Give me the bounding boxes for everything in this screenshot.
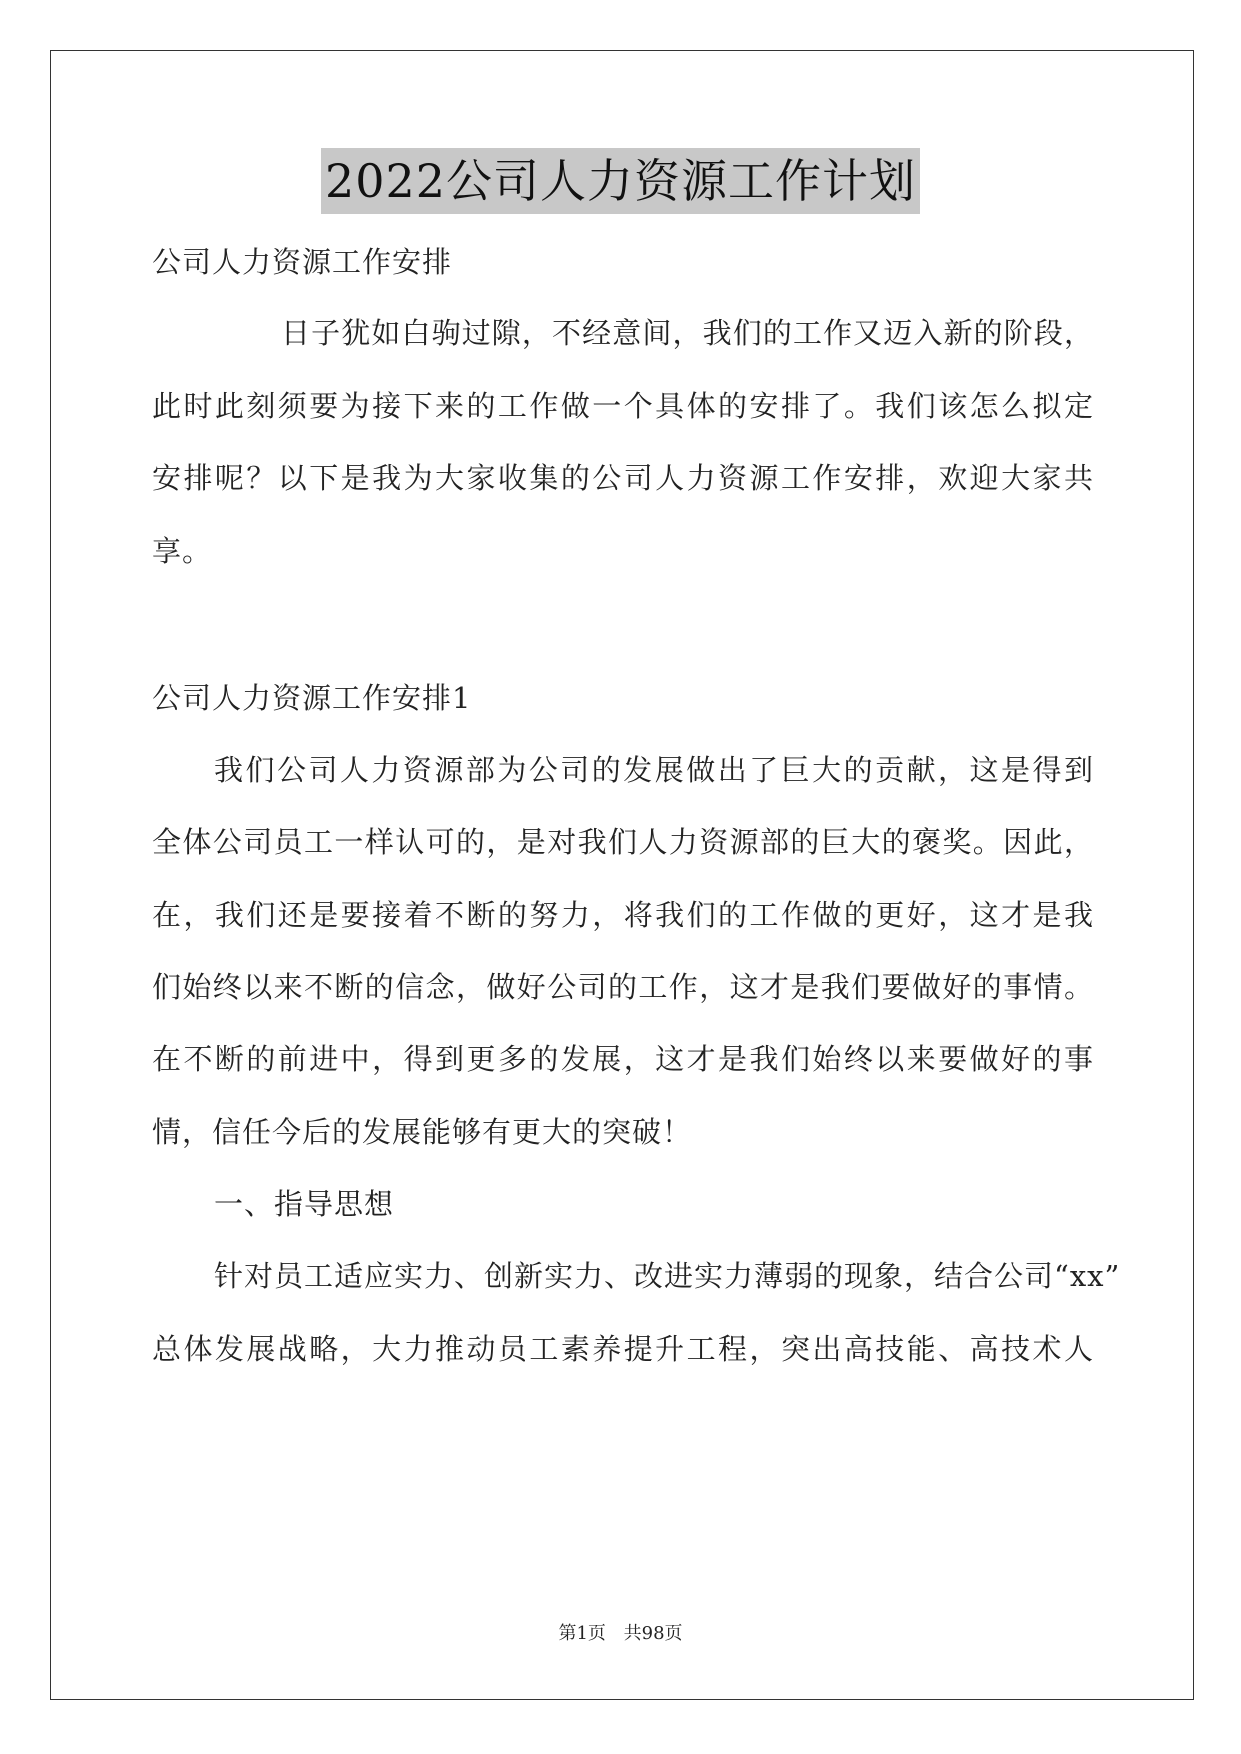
paragraph-line: 针对员工适应实力、创新实力、改进实力薄弱的现象，结合公司“xx” xyxy=(214,1259,1121,1293)
subsection-heading: 一、指导思想 xyxy=(214,1187,395,1221)
document-title: 2022公司人力资源工作计划 xyxy=(321,148,920,214)
paragraph-line: 日子犹如白驹过隙，不经意间，我们的工作又迈入新的阶段， xyxy=(281,316,1094,350)
paragraph-line: 总体发展战略，大力推动员工素养提升工程，突出高技能、高技术人 xyxy=(152,1332,1094,1366)
section-heading: 公司人力资源工作安排1 xyxy=(152,681,472,715)
section-heading: 公司人力资源工作安排 xyxy=(152,245,453,279)
paragraph-line: 们始终以来不断的信念，做好公司的工作，这才是我们要做好的事情。 xyxy=(152,970,1094,1004)
paragraph-line: 我们公司人力资源部为公司的发展做出了巨大的贡献，这是得到 xyxy=(214,753,1094,787)
total-pages: 共98页 xyxy=(623,1623,683,1644)
paragraph-line: 全体公司员工一样认可的，是对我们人力资源部的巨大的褒奖。因此， xyxy=(152,825,1094,859)
title-container xyxy=(0,148,1241,214)
paragraph-line: 在，我们还是要接着不断的努力，将我们的工作做的更好，这才是我 xyxy=(152,898,1094,932)
paragraph-line: 在不断的前进中，得到更多的发展，这才是我们始终以来要做好的事 xyxy=(152,1042,1094,1076)
page-number: 第1页 xyxy=(558,1623,606,1644)
paragraph-line: 此时此刻须要为接下来的工作做一个具体的安排了。我们该怎么拟定 xyxy=(152,389,1094,423)
page-footer xyxy=(0,1622,1241,1646)
paragraph-line: 情，信任今后的发展能够有更大的突破！ xyxy=(152,1115,693,1149)
paragraph-line: 安排呢？以下是我为大家收集的公司人力资源工作安排，欢迎大家共 xyxy=(152,461,1094,495)
paragraph-line: 享。 xyxy=(152,534,213,568)
page-border xyxy=(50,50,1194,1700)
